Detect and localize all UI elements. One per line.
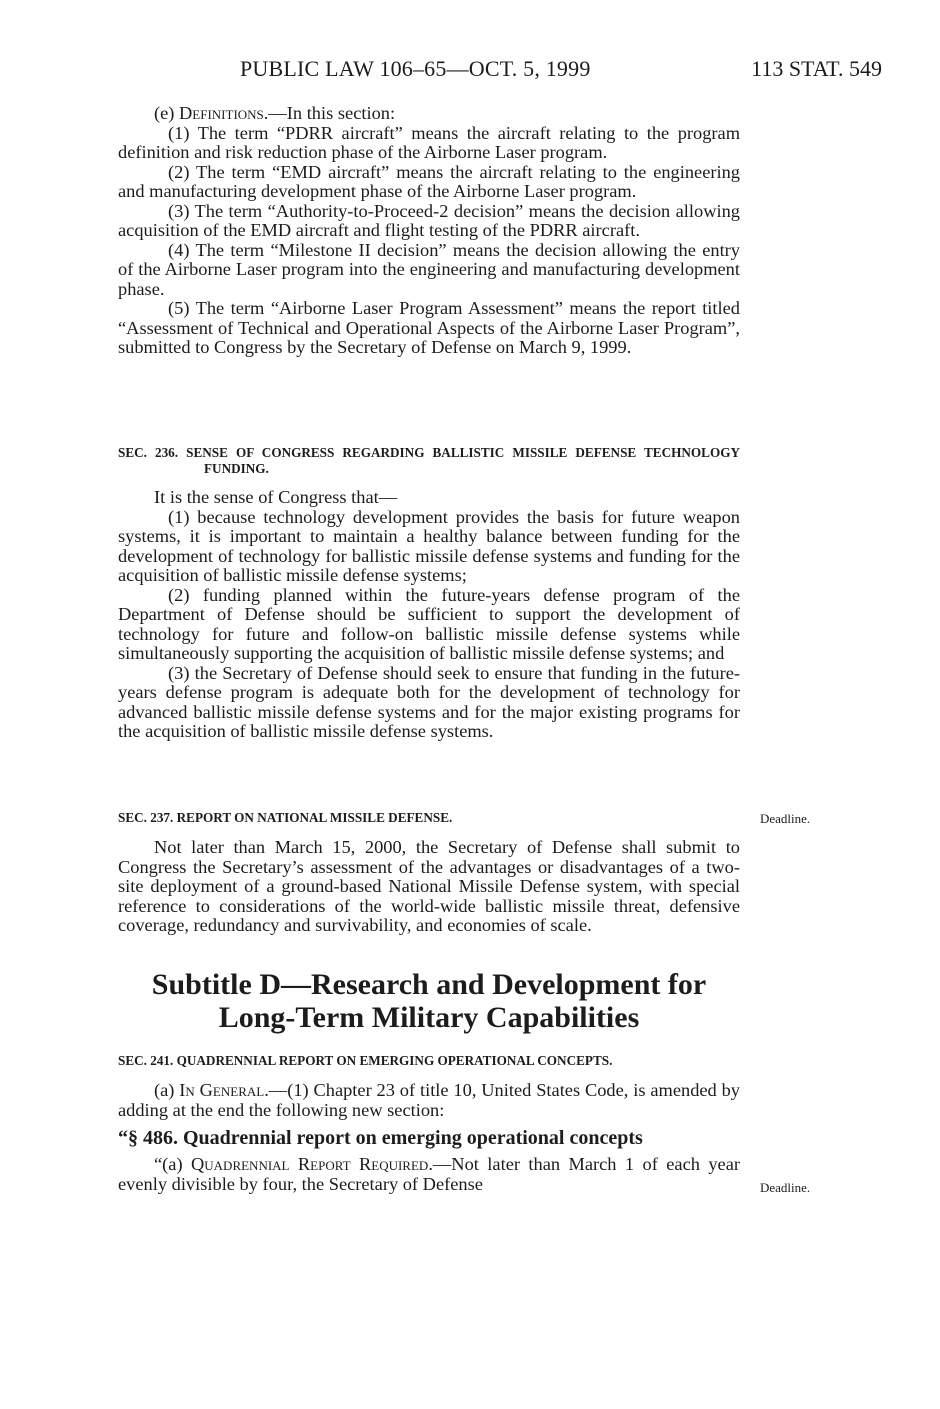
quadrennial-report-paragraph: “(a) Quadrennial Report Required.—Not later than March 1 of each year evenly divisible by four, the Secretary of Defense <box>118 1154 740 1194</box>
section-486-title: “§ 486. Quadrennial report on emerging operational concepts <box>118 1127 643 1149</box>
definitions-block <box>118 104 740 358</box>
section-236 <box>118 445 740 742</box>
subtitle-line: Subtitle D—Research and Development for <box>151 968 707 1001</box>
section-241 <box>118 1053 740 1194</box>
section-intro: It is the sense of Congress that— <box>154 487 398 507</box>
definitions-intro: (e) Definitions.—In this section: <box>154 103 396 123</box>
definition-item: (1) The term “PDRR aircraft” means the aircraft relating to the program definition and risk reduction phase of the Airborne Laser program. <box>118 122 740 162</box>
page-folio: 113 STAT. 549 <box>751 56 882 81</box>
deadline-margin-note: Deadline. <box>760 1180 811 1195</box>
definition-item: (4) The term “Milestone II decision” means the decision allowing the entry of the Airborne Laser program into the engineering and manufacturing development phase. <box>118 239 740 299</box>
sense-item: (3) the Secretary of Defense should seek to ensure that funding in the future-years defense program is adequate both for the development of technology for advanced ballistic missile defense systems and for the major existing programs for the acquisition of ballistic missile defense systems. <box>118 662 740 741</box>
subtitle-d <box>118 968 740 1034</box>
definition-item: (3) The term “Authority-to-Proceed-2 decision” means the decision allowing acquisition of the EMD aircraft and flight testing of the PDRR aircraft. <box>118 200 740 240</box>
definition-item: (5) The term “Airborne Laser Program Assessment” means the report titled “Assessment of Technical and Operational Aspects of the Airborne Laser Program”, submitted to Congress by the Secretary of Defense on March 9, 1999. <box>118 298 740 357</box>
section-heading: SEC. 237. REPORT ON NATIONAL MISSILE DEFENSE. <box>118 810 453 825</box>
section-237 <box>118 810 740 936</box>
running-head: PUBLIC LAW 106–65—OCT. 5, 1999 <box>240 56 591 81</box>
definition-item: (2) The term “EMD aircraft” means the aircraft relating to the engineering and manufacturing development phase of the Airborne Laser program. <box>118 161 740 201</box>
sense-item: (2) funding planned within the future-years defense program of the Department of Defense should be sufficient to support the development of technology for future and follow-on ballistic missile defense systems while simultaneously supporting the acquisition of ballistic missile defense systems; and <box>118 584 740 663</box>
subtitle-line: Long-Term Military Capabilities <box>218 1001 640 1034</box>
running-header <box>118 56 882 90</box>
section-body: Not later than March 15, 2000, the Secretary of Defense shall submit to Congress the Secretary’s assessment of the advantages or disadvantages of a two-site deployment of a ground-based National Missile Defense system, with special reference to considerations of the world-wide ballistic missile threat, defensive coverage, redundancy and survivability, and economies of scale. <box>118 837 740 935</box>
deadline-margin-note: Deadline. <box>760 811 811 826</box>
sense-item: (1) because technology development provides the basis for future weapon systems, it is important to maintain a healthy balance between funding for the development of technology for ballistic missile defense systems and funding for the acquisition of ballistic missile defense systems; <box>118 506 740 585</box>
section-heading: SEC. 236. SENSE OF CONGRESS REGARDING BALLISTIC MISSILE DEFENSE TECHNOLOGY FUNDING. <box>118 445 740 476</box>
section-paragraph-a: (a) In General.—(1) Chapter 23 of title 10, United States Code, is amended by adding at the end the following new section: <box>118 1080 740 1120</box>
section-heading: SEC. 241. QUADRENNIAL REPORT ON EMERGING OPERATIONAL CONCEPTS. <box>118 1053 613 1068</box>
